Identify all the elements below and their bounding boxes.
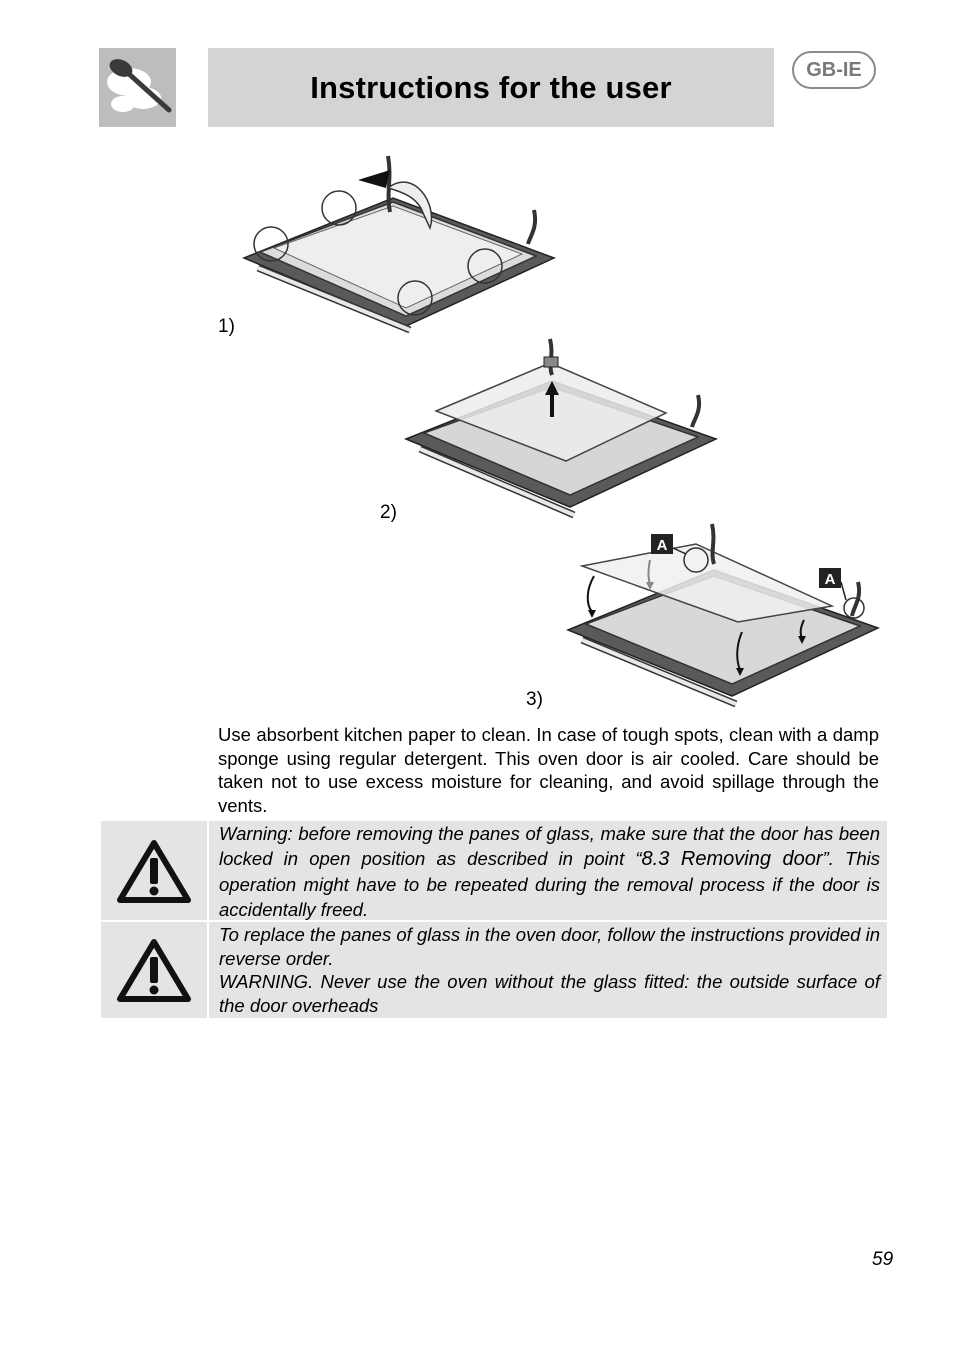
figure-step-2 xyxy=(402,335,720,525)
warning-1-reference: 8.3 Removing door xyxy=(641,848,823,870)
callout-badge-a-2-text: A xyxy=(824,571,836,588)
warning-triangle-icon xyxy=(116,838,192,904)
cleaning-instructions: Use absorbent kitchen paper to clean. In case of tough spots, clean with a damp sponge using regular detergent. This oven door is air cooled. Care should be taken not to use excess moisture for cleaning, and avoid spillage through the vents. xyxy=(218,724,879,817)
warning-icon-cell xyxy=(101,821,209,920)
warning-1-part1: Warning: before removing the panes of glass, make sure that the door has been locked in open position as described in point “ xyxy=(219,823,880,869)
title-bar xyxy=(208,48,774,127)
warning-1-part2: ”. This operation might have to be repeated during the removal process if the door is accidentally freed. xyxy=(219,848,881,920)
callout-badge-a-1-text: A xyxy=(656,537,668,554)
figure-label-1: 1) xyxy=(218,316,235,337)
warning-2-line2: WARNING. Never use the oven without the glass fitted: the outside surface of the door overheads xyxy=(219,971,880,1016)
figure-label-3: 3) xyxy=(526,689,543,710)
warning-text-1 xyxy=(219,821,880,922)
warning-box-1 xyxy=(101,821,887,920)
chef-spoon-logo-icon xyxy=(99,48,176,127)
page-number: 59 xyxy=(872,1249,894,1270)
warning-box-2 xyxy=(101,922,887,1018)
page-title: Instructions for the user xyxy=(310,69,672,105)
warning-text-2 xyxy=(219,923,880,1017)
figure-label-2: 2) xyxy=(380,502,397,523)
brand-logo xyxy=(99,48,176,127)
warning-icon-cell xyxy=(101,922,209,1018)
figure-step-3 xyxy=(564,520,882,710)
figure-step-1 xyxy=(238,148,558,338)
warning-triangle-icon xyxy=(116,937,192,1003)
warning-2-line1: To replace the panes of glass in the oven door, follow the instructions provided in reverse order. xyxy=(219,924,880,969)
language-badge: GB-IE xyxy=(792,51,876,89)
